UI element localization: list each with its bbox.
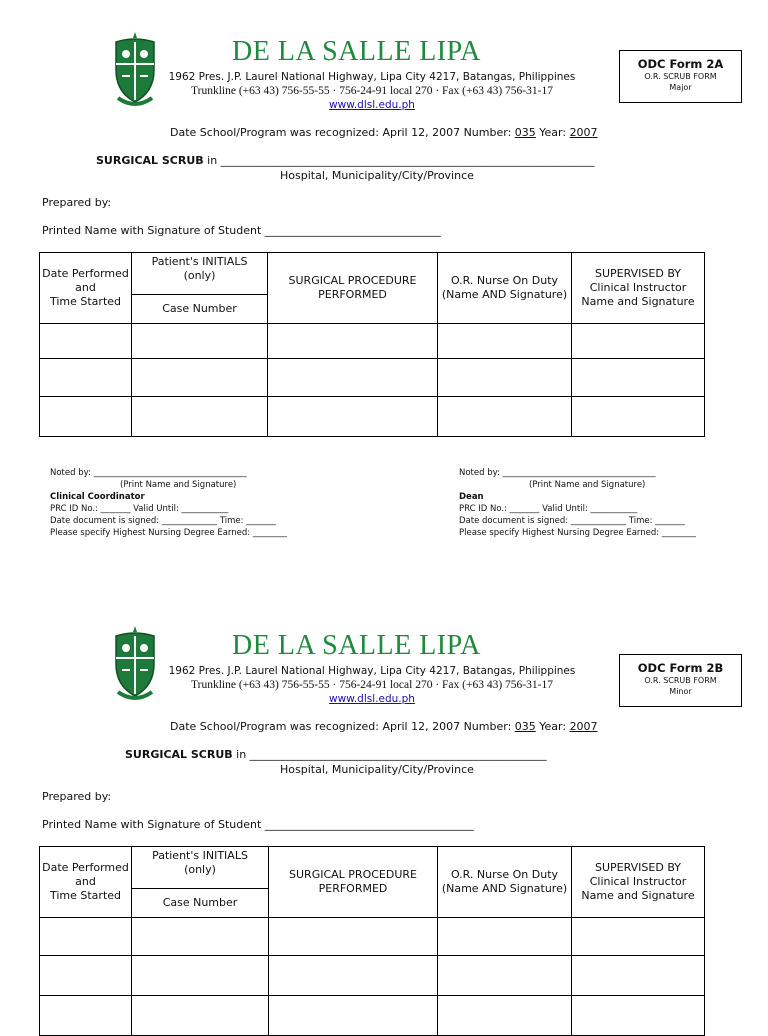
cell-initials[interactable] xyxy=(132,956,269,996)
noted-caption: (Print Name and Signature) xyxy=(120,480,237,490)
trunkline: Trunkline (+63 43) 756-55-55 · 756-24-91 local 270 · Fax (+63 43) 756-31-17 xyxy=(191,679,553,691)
cell-date[interactable] xyxy=(40,996,132,1036)
cell-supervised[interactable] xyxy=(572,996,705,1036)
table-row[interactable] xyxy=(40,324,705,359)
cell-supervised[interactable] xyxy=(572,397,705,437)
printed-name-field[interactable]: Printed Name with Signature of Student ________________________________ xyxy=(42,224,441,237)
date-signed-field[interactable]: Date document is signed: _____________ Time: _______ xyxy=(50,516,276,526)
cell-nurse[interactable] xyxy=(438,324,572,359)
cell-initials[interactable] xyxy=(132,397,268,437)
cell-procedure[interactable] xyxy=(268,359,438,397)
form-type: O.R. SCRUB FORM xyxy=(644,676,717,685)
header-initials: Patient's INITIALS (only) xyxy=(132,253,268,295)
degree-field[interactable]: Please specify Highest Nursing Degree Earned: ________ xyxy=(459,528,696,538)
scrub-caption: Hospital, Municipality/City/Province xyxy=(280,169,474,182)
scrub-label: SURGICAL SCRUB xyxy=(125,748,233,761)
cell-procedure[interactable] xyxy=(268,324,438,359)
website-link[interactable]: www.dlsl.edu.ph xyxy=(329,99,415,111)
cell-nurse[interactable] xyxy=(438,918,572,956)
scrub-caption: Hospital, Municipality/City/Province xyxy=(280,763,474,776)
noted-by-field[interactable]: Noted by: ____________________________________ xyxy=(459,468,656,478)
form-code: ODC Form 2B xyxy=(637,661,724,675)
cell-supervised[interactable] xyxy=(572,359,705,397)
scrub-hospital-field[interactable]: in ______________________________________________________ xyxy=(232,748,547,761)
noted-caption: (Print Name and Signature) xyxy=(529,480,646,490)
form-type: O.R. SCRUB FORM xyxy=(644,72,717,81)
prepared-by: Prepared by: xyxy=(42,790,112,803)
header-date: Date Performed and Time Started xyxy=(40,253,132,324)
form-code-box xyxy=(619,50,742,103)
school-crest-icon xyxy=(112,30,158,108)
table-row[interactable] xyxy=(40,956,705,996)
letterhead-address-block xyxy=(168,70,576,112)
header-supervised: SUPERVISED BY Clinical Instructor Name and Signature xyxy=(572,253,705,324)
noted-by-coordinator xyxy=(50,467,330,539)
noted-by-field[interactable]: Noted by: ____________________________________ xyxy=(50,468,247,478)
cell-date[interactable] xyxy=(40,397,132,437)
surgical-scrub-line[interactable] xyxy=(125,748,547,761)
table-row[interactable] xyxy=(40,359,705,397)
table-header-row xyxy=(40,253,705,295)
recognition-year: 2007 xyxy=(569,126,598,139)
cell-nurse[interactable] xyxy=(438,397,572,437)
cell-date[interactable] xyxy=(40,324,132,359)
table-row[interactable] xyxy=(40,397,705,437)
form-code: ODC Form 2A xyxy=(637,57,724,71)
form-code-box xyxy=(619,654,742,707)
cell-supervised[interactable] xyxy=(572,918,705,956)
header-procedure: SURGICAL PROCEDURE PERFORMED xyxy=(269,847,438,918)
cell-procedure[interactable] xyxy=(269,956,438,996)
header-procedure: SURGICAL PROCEDURE PERFORMED xyxy=(268,253,438,324)
prc-id-field[interactable]: PRC ID No.: _______ Valid Until: ___________ xyxy=(50,504,229,514)
recognition-line xyxy=(170,126,598,139)
header-case-number: Case Number xyxy=(132,889,269,918)
cell-date[interactable] xyxy=(40,359,132,397)
letterhead-address-block xyxy=(168,664,576,706)
form-variant: Major xyxy=(669,83,692,92)
header-supervised: SUPERVISED BY Clinical Instructor Name and Signature xyxy=(572,847,705,918)
header-initials: Patient's INITIALS (only) xyxy=(132,847,269,889)
prepared-by: Prepared by: xyxy=(42,196,112,209)
cell-procedure[interactable] xyxy=(269,996,438,1036)
scrub-log-table xyxy=(39,846,705,1036)
table-row[interactable] xyxy=(40,996,705,1036)
cell-initials[interactable] xyxy=(132,996,269,1036)
table-header-row xyxy=(40,847,705,889)
trunkline: Trunkline (+63 43) 756-55-55 · 756-24-91 local 270 · Fax (+63 43) 756-31-17 xyxy=(191,85,553,97)
school-crest-icon xyxy=(112,624,158,702)
cell-initials[interactable] xyxy=(132,918,269,956)
school-name: DE LA SALLE LIPA xyxy=(232,36,481,67)
cell-nurse[interactable] xyxy=(438,359,572,397)
header-nurse: O.R. Nurse On Duty (Name AND Signature) xyxy=(438,847,572,918)
recognition-year: 2007 xyxy=(569,720,598,733)
noted-by-dean xyxy=(459,467,739,539)
scrub-hospital-field[interactable]: in ____________________________________________________________________ xyxy=(203,154,595,167)
noted-role: Dean xyxy=(459,492,484,502)
address: 1962 Pres. J.P. Laurel National Highway, Lipa City 4217, Batangas, Philippines xyxy=(168,665,576,677)
printed-name-field[interactable]: Printed Name with Signature of Student ______________________________________ xyxy=(42,818,474,831)
address: 1962 Pres. J.P. Laurel National Highway, Lipa City 4217, Batangas, Philippines xyxy=(168,71,576,83)
cell-supervised[interactable] xyxy=(572,956,705,996)
cell-supervised[interactable] xyxy=(572,324,705,359)
degree-field[interactable]: Please specify Highest Nursing Degree Earned: ________ xyxy=(50,528,287,538)
school-name: DE LA SALLE LIPA xyxy=(232,630,481,661)
cell-nurse[interactable] xyxy=(438,956,572,996)
cell-date[interactable] xyxy=(40,918,132,956)
form-variant: Minor xyxy=(669,687,692,696)
noted-role: Clinical Coordinator xyxy=(50,492,145,502)
table-row[interactable] xyxy=(40,918,705,956)
recognition-prefix: Date School/Program was recognized: April 12, 2007 Number: xyxy=(170,720,515,733)
cell-initials[interactable] xyxy=(132,359,268,397)
cell-date[interactable] xyxy=(40,956,132,996)
header-nurse: O.R. Nurse On Duty (Name AND Signature) xyxy=(438,253,572,324)
cell-initials[interactable] xyxy=(132,324,268,359)
recognition-number: 035 xyxy=(514,126,536,139)
form-2b xyxy=(0,594,768,1024)
scrub-log-table xyxy=(39,252,705,437)
cell-procedure[interactable] xyxy=(268,397,438,437)
recognition-year-label: Year: xyxy=(535,720,570,733)
recognition-number: 035 xyxy=(514,720,536,733)
recognition-prefix: Date School/Program was recognized: April 12, 2007 Number: xyxy=(170,126,515,139)
surgical-scrub-line[interactable] xyxy=(96,154,595,167)
cell-procedure[interactable] xyxy=(269,918,438,956)
header-date: Date Performed and Time Started xyxy=(40,847,132,918)
header-case-number: Case Number xyxy=(132,295,268,324)
recognition-line xyxy=(170,720,598,733)
scrub-label: SURGICAL SCRUB xyxy=(96,154,204,167)
recognition-year-label: Year: xyxy=(535,126,570,139)
website-link[interactable]: www.dlsl.edu.ph xyxy=(329,693,415,705)
cell-nurse[interactable] xyxy=(438,996,572,1036)
prc-id-field[interactable]: PRC ID No.: _______ Valid Until: ___________ xyxy=(459,504,638,514)
date-signed-field[interactable]: Date document is signed: _____________ Time: _______ xyxy=(459,516,685,526)
